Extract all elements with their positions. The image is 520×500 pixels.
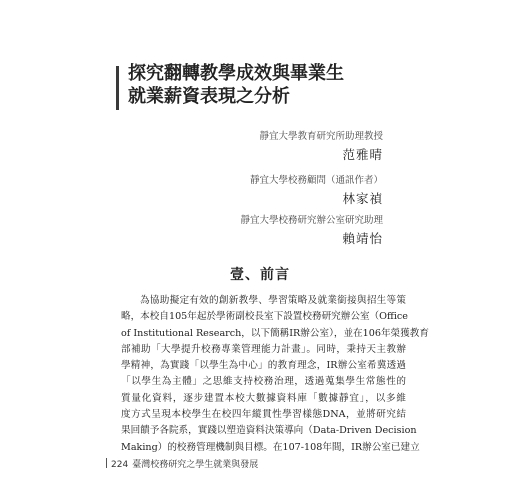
author-affiliation: 靜宜大學校務研究辦公室研究助理 [240, 215, 383, 226]
article-title [116, 62, 344, 108]
author-name: 范雅晴 [342, 147, 383, 162]
title-line-2: 就業薪資表現之分析 [128, 86, 290, 107]
body-line: 質量化資料，逐步建置本校大數據資料庫「數據靜宜」，以多維 [121, 392, 406, 404]
title-accent-bar [116, 66, 119, 110]
title-line-1: 探究翻轉教學成效與畢業生 [128, 63, 344, 84]
body-line: of Institutional Research，以下簡稱IR辦公室），並在106年榮獲教育 [121, 327, 429, 339]
page-footer [106, 457, 258, 470]
author-3 [240, 214, 383, 248]
body-line: 「以學生為主體」之思維支持校務治理，透過蒐集學生常態性的 [121, 376, 406, 388]
journal-title: 臺灣校務研究之學生就業與發展 [132, 460, 259, 470]
body-paragraph [121, 293, 429, 456]
body-line: 為協助擬定有效的創新教學、學習策略及就業銜接與招生等策 [140, 295, 406, 306]
author-affiliation: 靜宜大學教育研究所助理教授 [259, 131, 383, 142]
author-2 [250, 174, 383, 208]
body-line: Making）的校務管理機制與目標。在107-108年間，IR辦公室已建立 [121, 441, 420, 453]
author-1 [259, 130, 383, 164]
author-name: 林家禎 [342, 191, 383, 206]
page-number: 224 [111, 460, 129, 470]
author-affiliation: 靜宜大學校務顧問（通訊作者） [249, 175, 383, 186]
body-line: 部補助「大學提升校務專業管理能力計畫」。同時，秉持天主教辦 [121, 343, 406, 355]
body-line: 學精神，為實踐「以學生為中心」的教育理念，IR辦公室希冀透過 [121, 360, 406, 372]
footer-divider [106, 458, 107, 468]
section-heading: 壹、前言 [230, 267, 290, 283]
body-line: 略，本校自105年起於學術副校長室下設置校務研究辦公室（Office [121, 311, 408, 323]
body-line: 度方式呈現本校學生在校四年縱貫性學習樣態DNA，並將研究結 [121, 409, 406, 421]
body-line: 果回饋予各院系，實踐以塑造資料決策導向（Data-Driven Decision [121, 425, 417, 437]
author-name: 賴靖怡 [342, 231, 383, 246]
